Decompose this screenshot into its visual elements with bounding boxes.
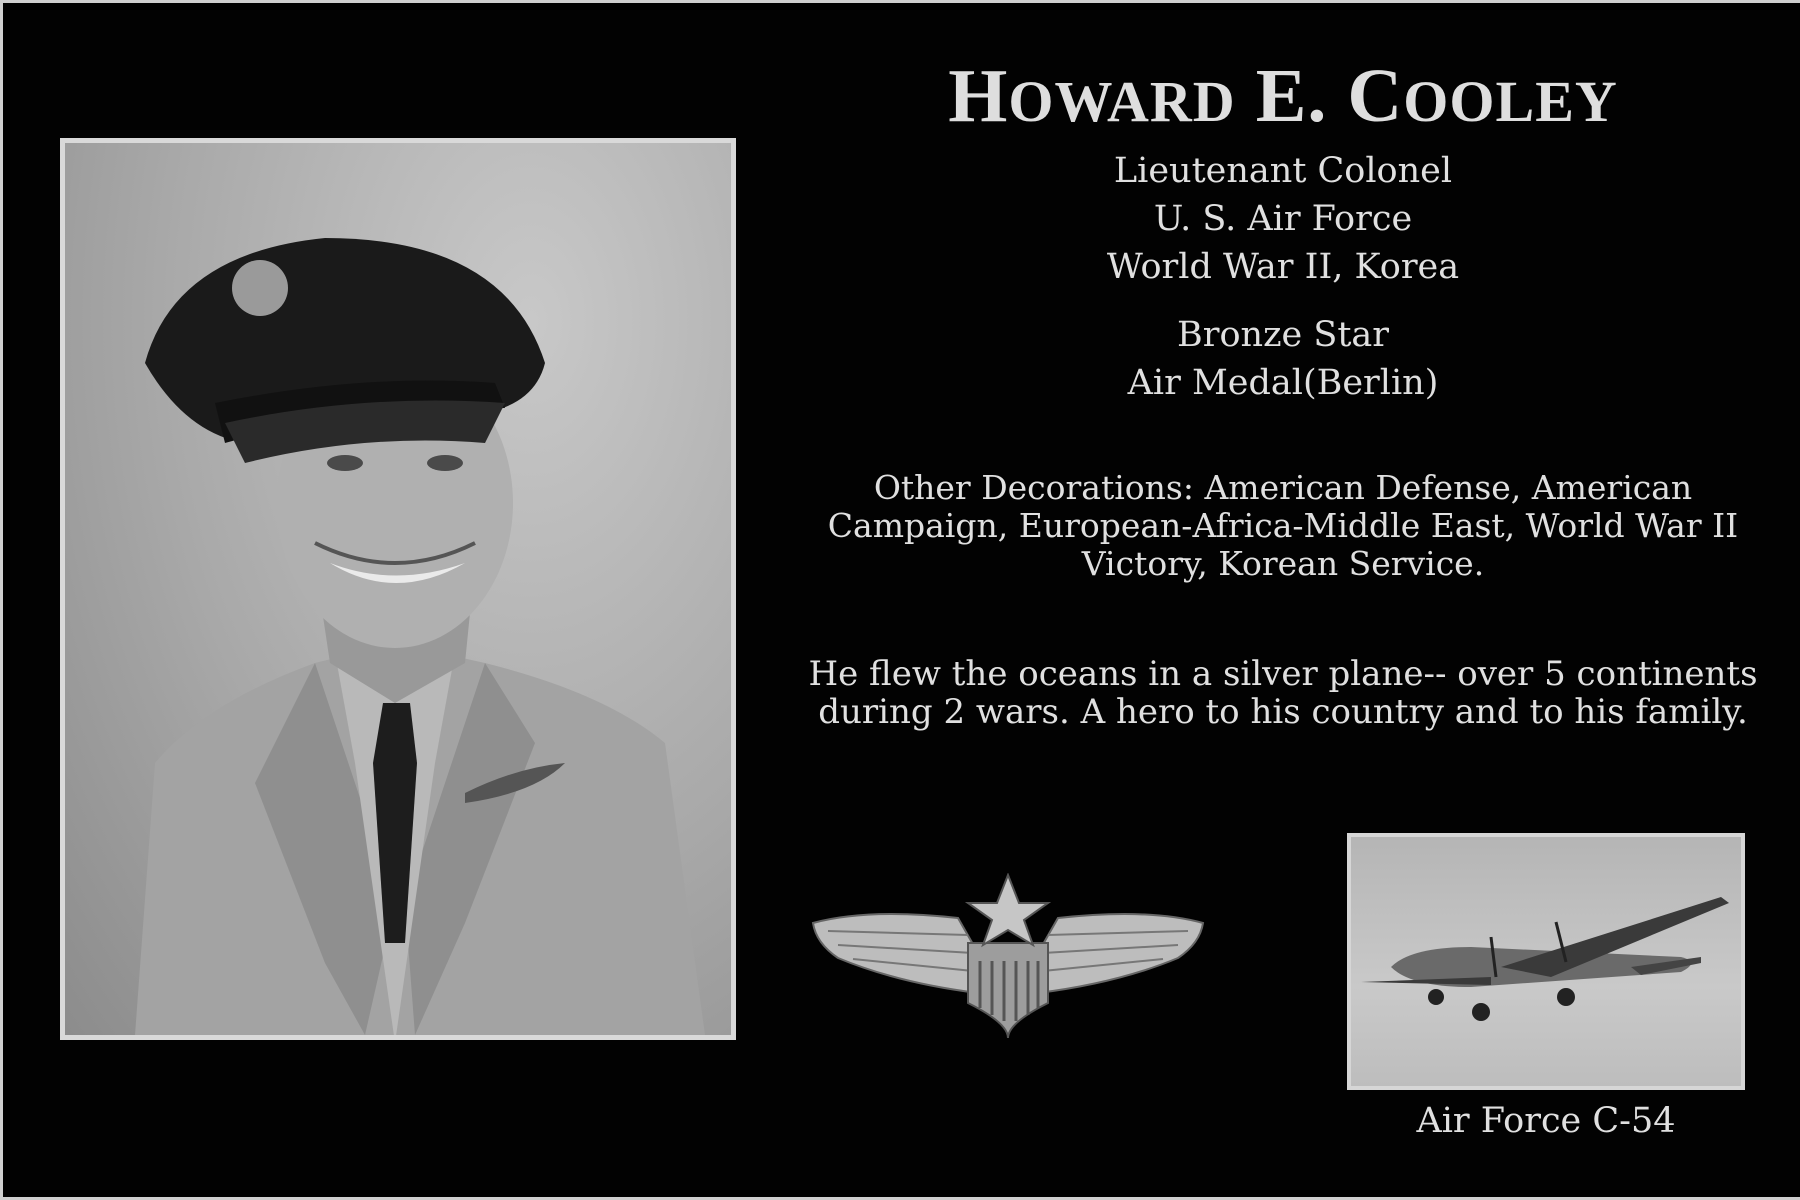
name-last: OOLEY — [1403, 69, 1618, 134]
epitaph-text: He flew the oceans in a silver plane-- over 5 continents during 2 wars. A hero to his country and to his family. — [808, 654, 1758, 732]
name-last-initial: C — [1347, 54, 1404, 138]
plane-caption: Air Force C-54 — [1416, 1101, 1676, 1141]
branch-text: U. S. Air Force — [1153, 199, 1413, 239]
name-initial: H — [948, 54, 1009, 138]
portrait-figure-icon — [65, 143, 731, 1035]
memorial-name-title — [783, 53, 1783, 140]
other-decorations-text: Other Decorations: American Defense, American Campaign, European-Africa-Middle East, World War II Victory, Korean Service. — [827, 468, 1739, 583]
award-air-medal: Air Medal(Berlin) — [1127, 363, 1439, 403]
name-first: OWARD — [1008, 69, 1236, 134]
senior-pilot-wings-icon — [808, 873, 1208, 1043]
aircraft-icon — [1351, 837, 1741, 1086]
portrait-photo — [60, 138, 736, 1040]
c54-aircraft-photo — [1347, 833, 1745, 1090]
award-bronze-star: Bronze Star — [1177, 315, 1389, 355]
rank-text: Lieutenant Colonel — [1113, 151, 1453, 191]
wars-text: World War II, Korea — [1106, 247, 1460, 287]
name-middle: E. — [1255, 54, 1328, 138]
